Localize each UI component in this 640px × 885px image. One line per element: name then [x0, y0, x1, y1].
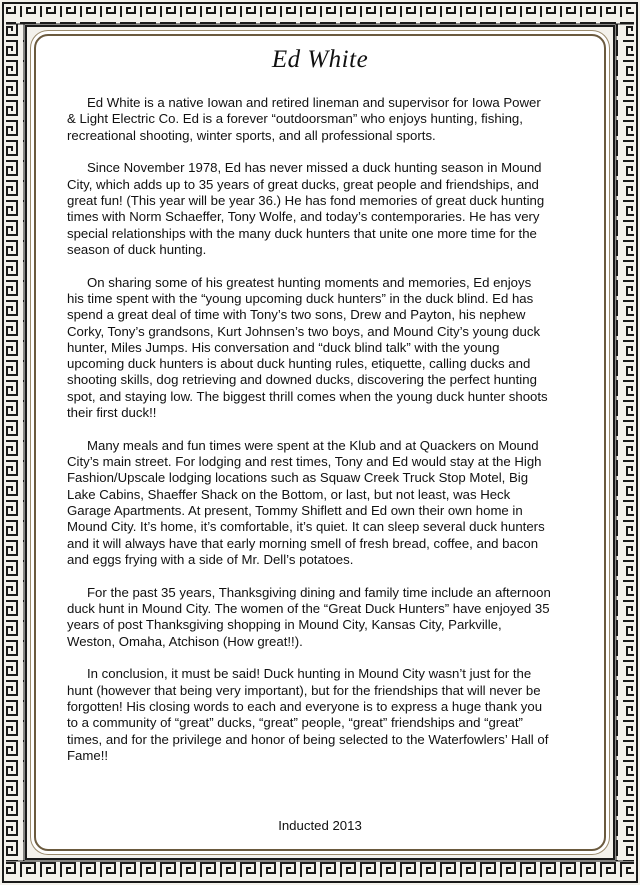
induction-year: Inducted 2013 [278, 818, 362, 833]
document-title: Ed White [271, 46, 369, 73]
paragraph: Ed White is a native Iowan and retired lineman and supervisor for Iowa Power & Light Electric Co. Ed is a forever “outdoorsman” who enjoys hunting, fishing, recreational shooting, winter sports, and all professional sports. [67, 95, 541, 143]
paragraph: On sharing some of his greatest hunting moments and memories, Ed enjoys his time spent with the “young upcoming duck hunters” in the duck blind. Ed has spend a great deal of time with Tony’s two sons, Drew and Payton, his nephew Corky, Tony’s grandsons, Kurt Johnsen’s two boys, and Mound City’s young duck hunter, Miles Jumps. His conversation and “duck blind talk” with the young upcoming duck hunters is about duck hunting rules, etiquette, calling ducks and shooting skills, dog retrieving and downed ducks, discovering the perfect hunting spot, and staying low. The biggest thrill comes when the young duck hunter shoots their first duck!! [67, 274, 548, 421]
paragraph: In conclusion, it must be said! Duck hunting in Mound City wasn’t just for the hunt (however that being very important), but for the friendships that will never be forgotten! His closing words to each and everyone is to express a huge thank you to a community of “great” ducks, “great” people, “great” friendships and “great” times, and for the privilege and honor of being selected to the Waterfowlers’ Hall of Fame!! [67, 666, 549, 763]
paragraph: Since November 1978, Ed has never missed a duck hunting season in Mound City, which adds up to 35 years of great ducks, great people and friendships, and great fun! (This year will be year 36.) He has fond memories of great duck hunting times with Norm Schaeffer, Tony Wolfe, and today’s contemporaries. He has very special relationships with the many duck hunters that unite one more time for the season of duck hunting. [67, 160, 545, 257]
paragraph: Many meals and fun times were spent at the Klub and at Quackers on Mound City’s main street. For lodging and rest times, Tony and Ed would stay at the High Fashion/Upscale lodging locations such as Squaw Creek Truck Stop Motel, Big Lake Cabins, Shaeffer Shack on the Bottom, or last, but not least, was Heck Garage Apartments. At present, Tommy Shiflett and Ed own their own home in Mound City. It’s home, it’s comfortable, it’s quiet. It can sleep several duck hunters and it will always have that early morning smell of fresh bread, coffee, and bacon and eggs frying with a side of Mr. Dell’s potatoes. [67, 437, 545, 567]
paragraph: For the past 35 years, Thanksgiving dining and family time include an afternoon duck hunt in Mound City. The women of the “Great Duck Hunters” have enjoyed 35 years of post Thanksgiving shopping in Mound City, Kansas City, Parkville, Weston, Omaha, Atchison (How great!!). [67, 584, 551, 649]
document-body [67, 95, 551, 781]
